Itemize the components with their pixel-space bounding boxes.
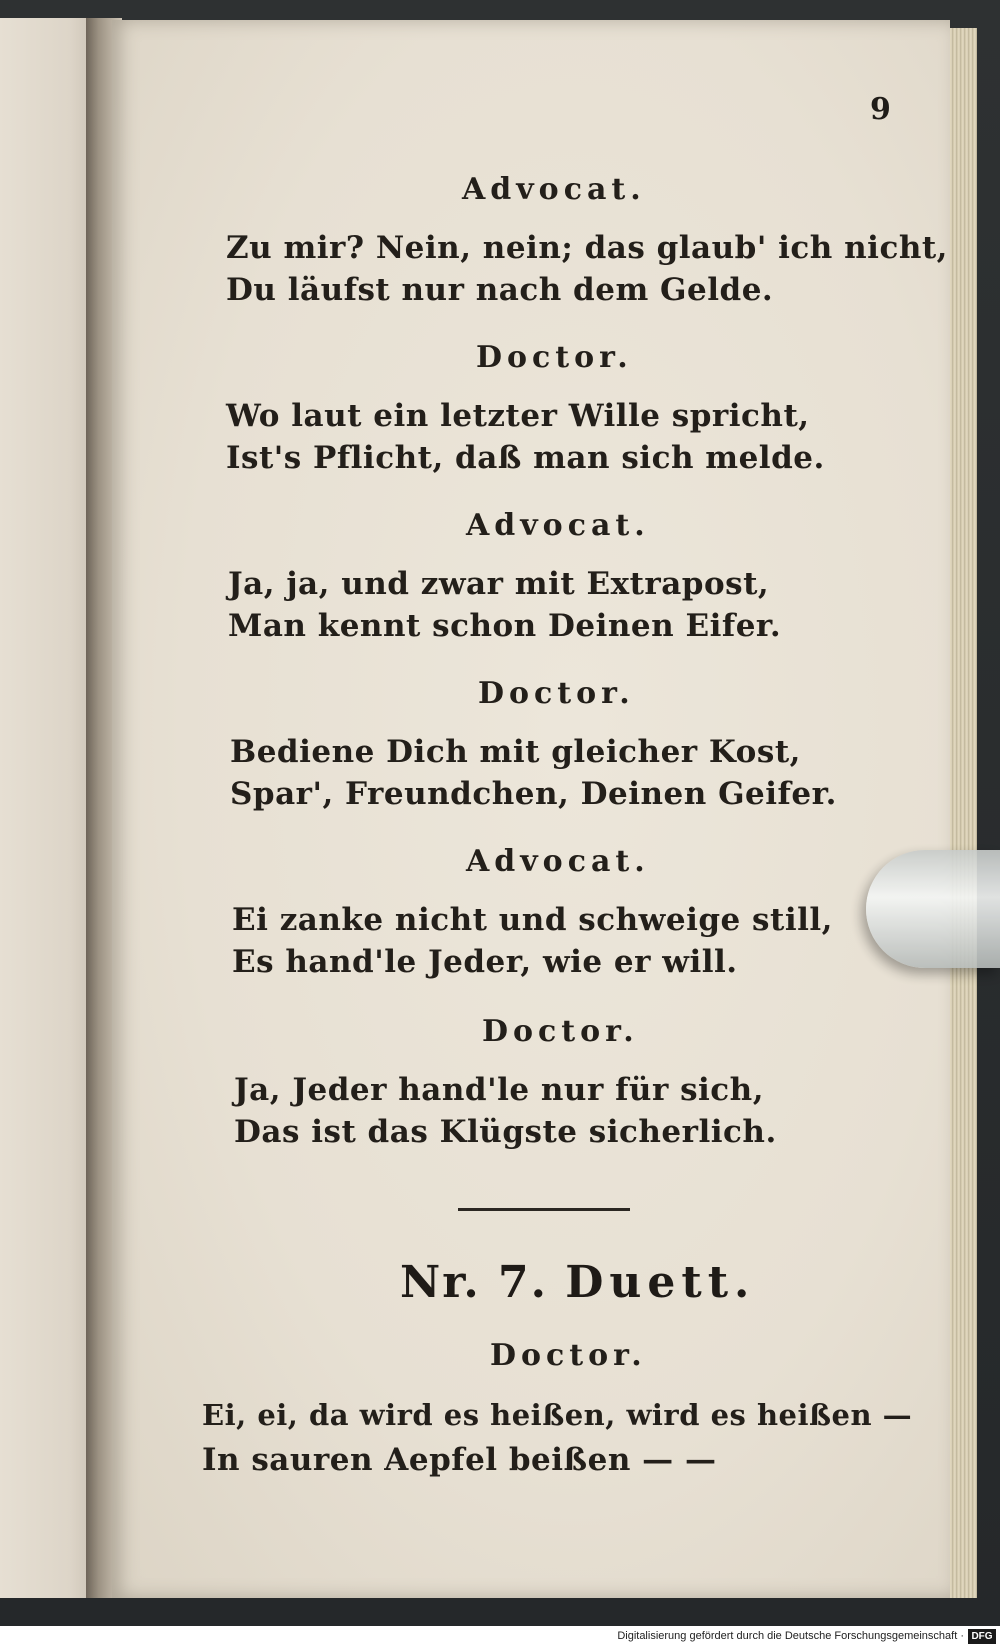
verse-line: Das ist das Klügste sicherlich. bbox=[234, 1114, 777, 1150]
verse-line: Man kennt schon Deinen Eifer. bbox=[228, 608, 782, 644]
verse-line: Bediene Dich mit gleicher Kost, bbox=[230, 734, 801, 770]
section-heading bbox=[400, 1257, 755, 1308]
section-divider bbox=[458, 1208, 630, 1211]
verse-line: Ja, ja, und zwar mit Extrapost, bbox=[228, 566, 770, 602]
verse-line: Wo laut ein letzter Wille spricht, bbox=[226, 398, 810, 434]
verse-line: In sauren Aepfel beißen — — bbox=[202, 1442, 717, 1478]
verse-line: Ei, ei, da wird es heißen, wird es heißen — bbox=[202, 1398, 913, 1432]
verse-line: Du läufst nur nach dem Gelde. bbox=[226, 272, 774, 308]
speaker-label: Advocat. bbox=[466, 508, 650, 543]
verse-line: Es hand'le Jeder, wie er will. bbox=[232, 944, 738, 980]
verse-line: Spar', Freundchen, Deinen Geifer. bbox=[230, 776, 837, 812]
page-clip bbox=[866, 850, 1000, 968]
facing-page-edge bbox=[0, 18, 100, 1598]
page-number: 9 bbox=[870, 92, 891, 127]
section-number: Nr. 7. bbox=[400, 1257, 548, 1308]
speaker-label: Doctor. bbox=[482, 1014, 639, 1049]
verse-line: Ei zanke nicht und schweige still, bbox=[232, 902, 833, 938]
verse-line: Zu mir? Nein, nein; das glaub' ich nicht, bbox=[226, 230, 948, 266]
speaker-label: Advocat. bbox=[462, 172, 646, 207]
verse-line: Ja, Jeder hand'le nur für sich, bbox=[234, 1072, 765, 1108]
speaker-label: Doctor. bbox=[476, 340, 633, 375]
section-title: Duett. bbox=[565, 1257, 756, 1308]
footer-credit: Digitalisierung gefördert durch die Deutsche Forschungsgemeinschaft · bbox=[617, 1630, 964, 1642]
speaker-label: Advocat. bbox=[466, 844, 650, 879]
speaker-label: Doctor. bbox=[478, 676, 635, 711]
speaker-label: Doctor. bbox=[490, 1338, 647, 1373]
dfg-logo: DFG bbox=[968, 1629, 996, 1644]
verse-line: Ist's Pflicht, daß man sich melde. bbox=[226, 440, 825, 476]
